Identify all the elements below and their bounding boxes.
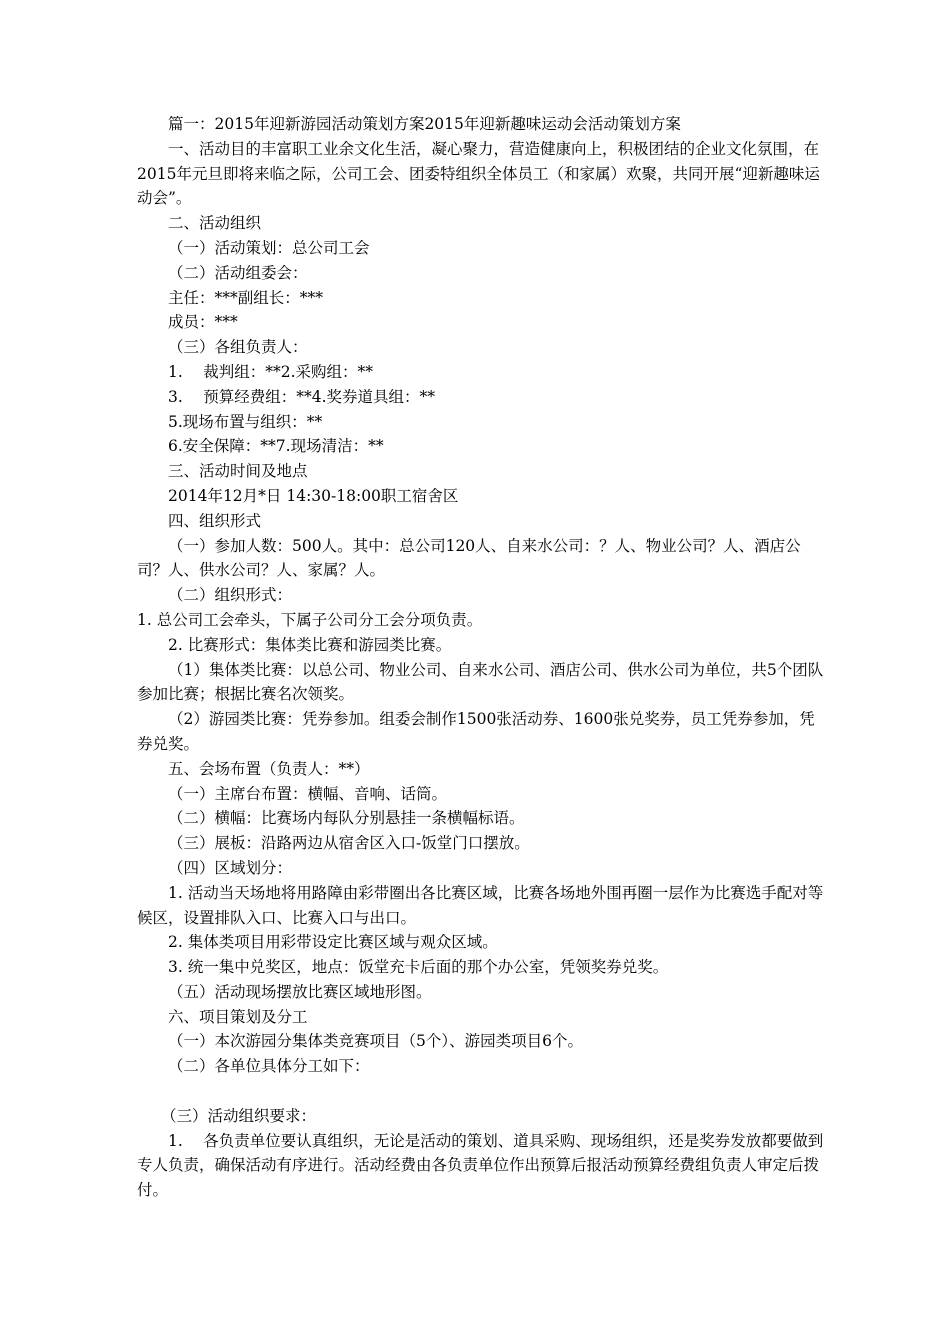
paragraph: 2014年12月*日 14:30-18:00职工宿舍区 xyxy=(168,486,459,505)
paragraph: 1. 裁判组：**2.采购组：** xyxy=(168,362,374,381)
paragraph-purpose: 一、活动目的丰富职工业余文化生活，凝心聚力，营造健康向上，积极团结的企业文化氛围，在2015年元旦即将来临之际，公司工会、团委特组织全体员工（和家属）欢聚，共同开展“迎新趣味运动会”。 xyxy=(137,139,820,208)
paragraph: （二）活动组委会： xyxy=(168,263,308,282)
paragraph: （三）各组负责人： xyxy=(168,338,308,357)
paragraph: （三）展板：沿路两边从宿舍区入口-饭堂门口摆放。 xyxy=(168,834,530,853)
paragraph: （二）组织形式： xyxy=(168,586,293,605)
paragraph: （2）游园类比赛：凭券参加。组委会制作1500张活动券、1600张兑奖券，员工凭券参加，凭券兑奖。 xyxy=(137,710,815,753)
document-body xyxy=(137,112,827,1203)
paragraph: 5.现场布置与组织：** xyxy=(168,412,323,431)
doc-title: 篇一：2015年迎新游园活动策划方案2015年迎新趣味运动会活动策划方案 xyxy=(168,115,681,133)
blank-space xyxy=(137,1079,827,1104)
paragraph: （一）参加人数：500人。其中：总公司120人、自来水公司：？人、物业公司？人、酒店公司？人、供水公司？人、家属？人。 xyxy=(137,536,801,580)
paragraph: 成员：*** xyxy=(168,313,238,332)
paragraph: 主任：***副组长：*** xyxy=(168,288,324,307)
paragraph: （四）区域划分： xyxy=(168,858,293,877)
section-heading-organization: 二、活动组织 xyxy=(168,214,262,233)
paragraph: （二）横幅：比赛场内每队分别悬挂一条横幅标语。 xyxy=(168,809,525,828)
paragraph: （三）活动组织要求： xyxy=(161,1106,317,1125)
paragraph: 1. 总公司工会牵头，下属子公司分工会分项负责。 xyxy=(137,610,483,629)
paragraph: 1. 各负责单位要认真组织，无论是活动的策划、道具采购、现场组织，还是奖券发放都要做到专人负责，确保活动有序进行。活动经费由各负责单位作出预算后报活动预算经费组负责人审定后拨付。 xyxy=(137,1131,824,1200)
paragraph: 3. 统一集中兑奖区，地点：饭堂充卡后面的那个办公室，凭领奖券兑奖。 xyxy=(168,958,669,977)
paragraph: （一）主席台布置：横幅、音响、话筒。 xyxy=(168,784,448,803)
paragraph: （1）集体类比赛：以总公司、物业公司、自来水公司、酒店公司、供水公司为单位，共5个团队参加比赛；根据比赛名次领奖。 xyxy=(137,660,824,704)
paragraph: （二）各单位具体分工如下： xyxy=(168,1057,370,1076)
section-heading-venue: 五、会场布置（负责人：**） xyxy=(168,759,370,778)
section-heading-projects: 六、项目策划及分工 xyxy=(168,1007,308,1026)
paragraph: 6.安全保障：**7.现场清洁：** xyxy=(168,437,384,456)
paragraph: （一）活动策划：总公司工会 xyxy=(168,238,370,257)
paragraph: （一）本次游园分集体类竞赛项目（5个）、游园类项目6个。 xyxy=(168,1032,583,1051)
section-heading-time-place: 三、活动时间及地点 xyxy=(168,462,308,481)
paragraph: （五）活动现场摆放比赛区域地形图。 xyxy=(168,982,432,1001)
paragraph: 2. 集体类项目用彩带设定比赛区域与观众区域。 xyxy=(168,933,498,952)
paragraph: 3. 预算经费组：**4.奖券道具组：** xyxy=(168,387,436,406)
paragraph: 2. 比赛形式：集体类比赛和游园类比赛。 xyxy=(168,635,452,654)
section-heading-format: 四、组织形式 xyxy=(168,511,262,530)
paragraph: 1. 活动当天场地将用路障由彩带圈出各比赛区域，比赛各场地外围再圈一层作为比赛选手配对等候区，设置排队入口、比赛入口与出口。 xyxy=(137,883,824,927)
